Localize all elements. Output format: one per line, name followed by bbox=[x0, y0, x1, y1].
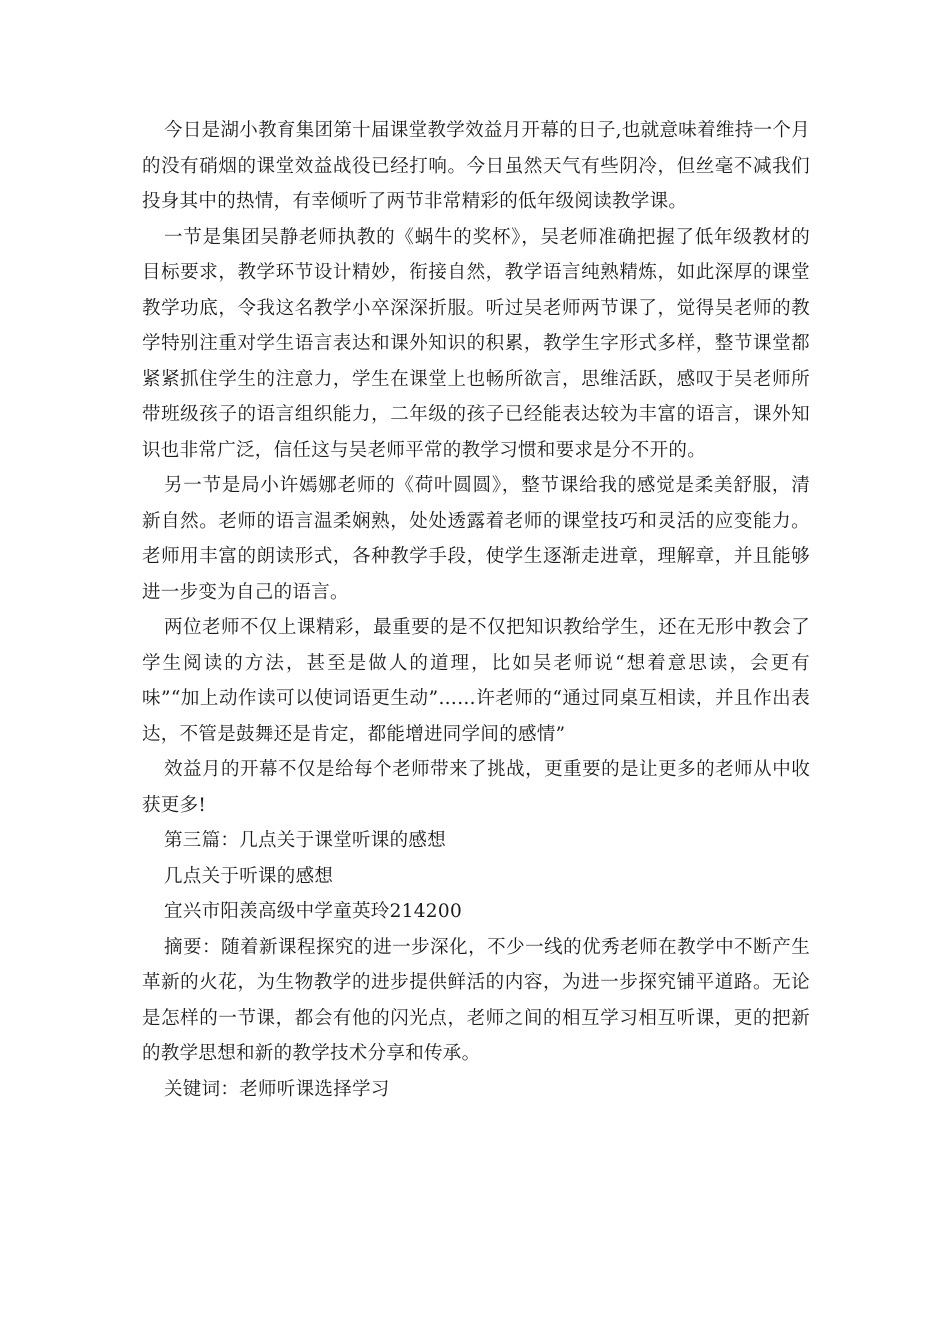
paragraph-xu-lesson: 另一节是局小许嫣娜老师的《荷叶圆圆》，整节课给我的感觉是柔美舒服，清新自然。老师的语言温柔娴熟，处处透露着老师的课堂技巧和灵活的应变能力。老师用丰富的朗读形式，各种教学手段，使学生逐渐走进章，理解章，并且能够进一步变为自己的语言。 bbox=[142, 475, 810, 603]
author-line: 宜兴市阳羡高级中学童英玲214200 bbox=[164, 901, 463, 922]
paragraph-wu-lesson: 一节是集团吴静老师执教的《蜗牛的奖杯》，吴老师准确把握了低年级教材的目标要求，教学环节设计精妙，衔接自然，教学语言纯熟精炼，如此深厚的课堂教学功底，令我这名教学小卒深深折服。听过吴老师两节课了，觉得吴老师的教学特别注重对学生语言表达和课外知识的积累，教学生字形式多样，整节课堂都紧紧抓住学生的注意力，学生在课堂上也畅所欲言，思维活跃，感叹于吴老师所带班级孩子的语言组织能力，二年级的孩子已经能表达较为丰富的语言，课外知识也非常广泛，信任这与吴老师平常的教学习惯和要求是分不开的。 bbox=[142, 226, 810, 461]
paragraph-opening: 今日是湖小教育集团第十届课堂教学效益月开幕的日子,也就意味着维持一个月的没有硝烟的课堂效益战役已经打响。今日虽然天气有些阴冷，但丝毫不减我们投身其中的热情，有幸倾听了两节非常精彩的低年级阅读教学课。 bbox=[142, 120, 810, 212]
article-title: 几点关于听课的感想 bbox=[164, 865, 334, 887]
document-body bbox=[142, 113, 810, 1107]
paragraph-both-teachers: 两位老师不仅上课精彩，最重要的是不仅把知识教给学生，还在无形中教会了学生阅读的方法，甚至是做人的道理，比如吴老师说“想着意思读，会更有味”“加上动作读可以使词语更生动”……许老师的“通过同桌互相读，并且作出表达，不管是鼓舞还是肯定，都能增进同学间的感情” bbox=[142, 617, 810, 745]
keywords-line: 关键词：老师听课选择学习 bbox=[164, 1078, 390, 1100]
paragraph-conclusion: 效益月的开幕不仅是给每个老师带来了挑战，更重要的是让更多的老师从中收获更多! bbox=[142, 759, 810, 816]
abstract-paragraph: 摘要：随着新课程探究的进一步深化，不少一线的优秀老师在教学中不断产生革新的火花，为生物教学的进步提供鲜活的内容，为进一步探究铺平道路。无论是怎样的一节课，都会有他的闪光点，老师之间的相互学习相互听课，更的把新的教学思想和新的教学技术分享和传承。 bbox=[142, 936, 810, 1064]
section-heading: 第三篇：几点关于课堂听课的感想 bbox=[164, 830, 447, 851]
